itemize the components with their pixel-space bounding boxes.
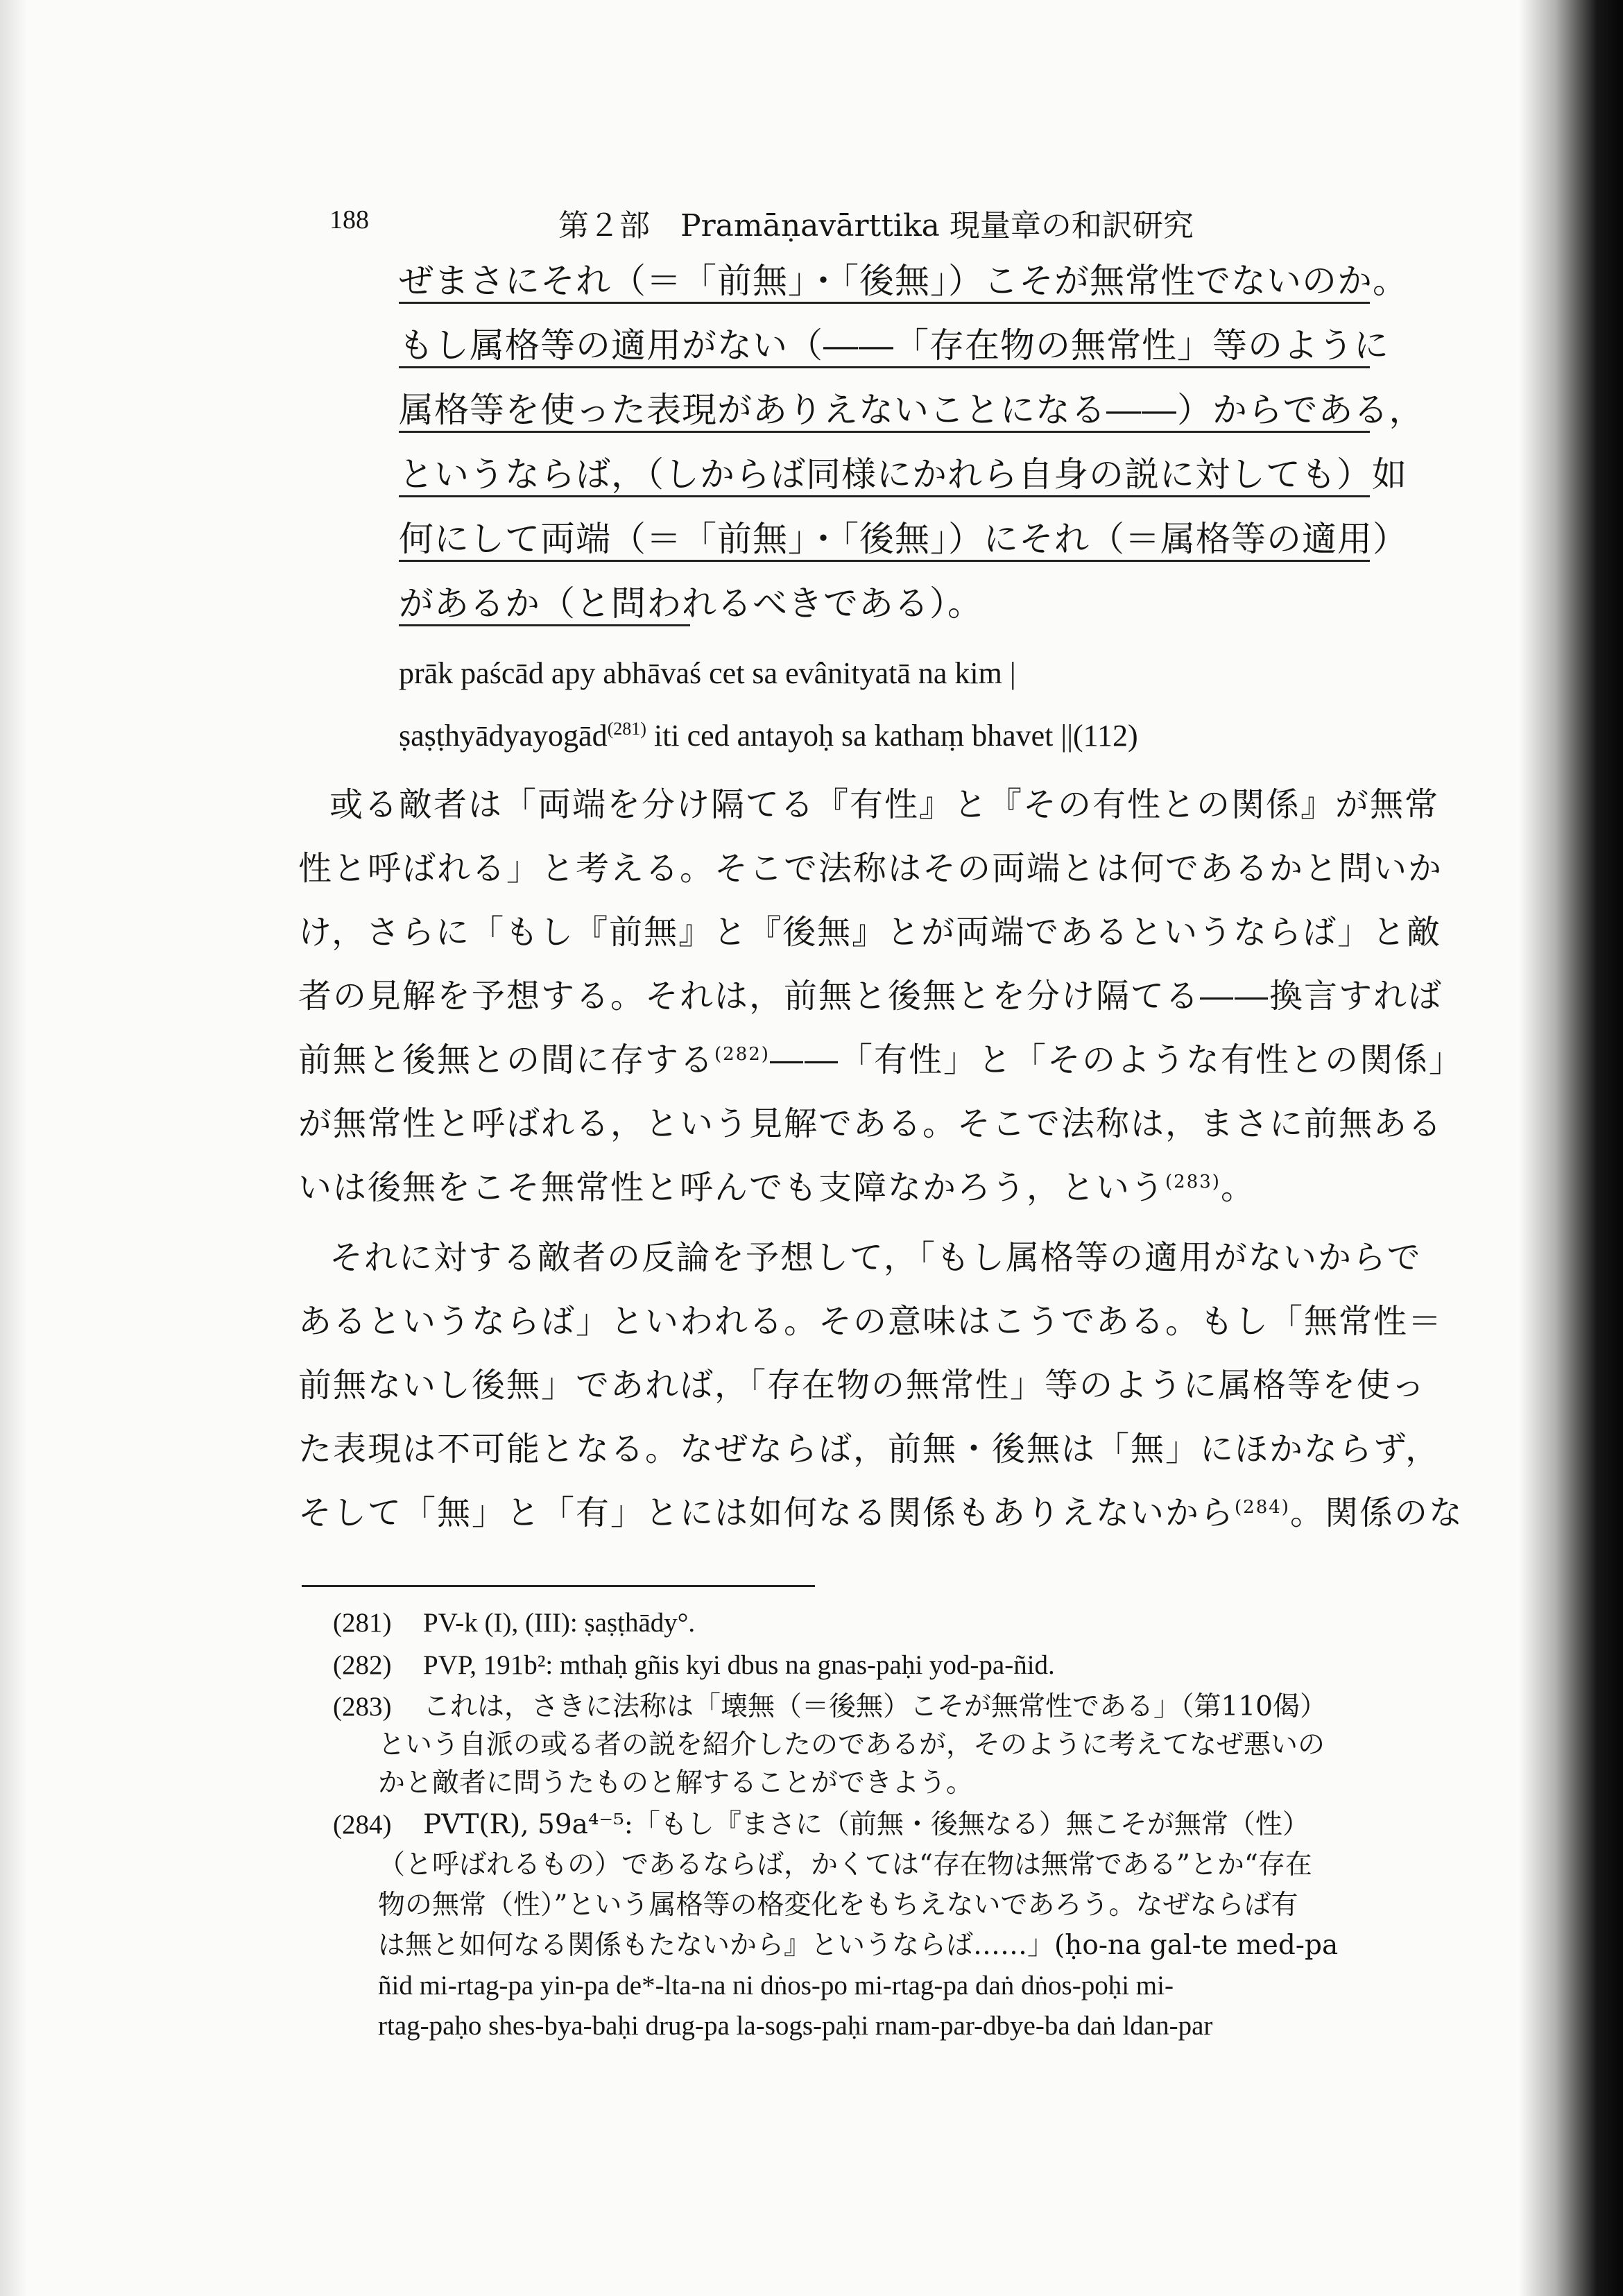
translation-line: ぜまさにそれ（＝「前無」・「後無」）こそが無常性でないのか。	[399, 260, 1370, 304]
footnote-text: かと敵者に問うたものと解することができよう。	[378, 1767, 974, 1799]
footnote-text: という自派の或る者の説を紹介したのであるが，そのように考えてなぜ悪いの	[378, 1729, 1325, 1760]
paragraph-line: 前無ないし後無」であれば，「存在物の無常性」等のように属格等を使っ	[298, 1366, 1427, 1405]
verse-line-2	[399, 718, 1138, 753]
footnote-text: PVP, 191b²: mthaḥ gñis kyi dbus na gnas-paḥi yod-pa-ñid.	[423, 1650, 1055, 1680]
paragraph-text: 前無と後無との間に存する	[298, 1040, 715, 1079]
paragraph-line: あるというならば」といわれる。その意味はこうである。もし「無常性＝	[298, 1302, 1443, 1341]
translation-line: 何にして両端（＝「前無」・「後無」）にそれ（＝属格等の適用）	[399, 518, 1370, 562]
page-header	[329, 205, 1370, 246]
translation-line: というならば，（しからば同様にかれら自身の説に対しても）如	[399, 454, 1370, 497]
paragraph-text: 。関係のな	[1289, 1493, 1463, 1532]
footnote-text: は無と如何なる関係もたないから』というならば……」(ḥo-na gal-te med-pa	[378, 1930, 1339, 1961]
footnote-text: rtag-paḥo shes-bya-baḥi drug-pa la-sogs-paḥi rnam-par-dbye-ba daṅ ldan-par	[378, 2011, 1213, 2041]
paragraph-line: け，さらに「もし『前無』と『後無』とが両端であるというならば」と敵	[298, 913, 1442, 952]
paragraph-line: 者の見解を予想する。それは，前無と後無とを分け隔てる――換言すれば	[298, 977, 1443, 1016]
paragraph-text: そして「無」と「有」とには如何なる関係もありえないから	[298, 1493, 1235, 1532]
footnote-text: PV-k (I), (III): ṣaṣṭhādy°.	[423, 1608, 696, 1638]
translation-line: 属格等を使った表現がありえないことになる――）からである，	[399, 389, 1370, 433]
footnote-text: PVT(R), 59a⁴⁻⁵:「もし『まさに（前無・後無なる）無こそが無常（性）	[423, 1809, 1309, 1840]
paragraph-line: た表現は不可能となる。なぜならば，前無・後無は「無」にほかならず，	[298, 1430, 1441, 1468]
verse-text: iti ced antayoḥ sa kathaṃ bhavet ||(112)	[646, 719, 1138, 753]
paragraph-text: ――「有性」と「そのような有性との関係」	[769, 1040, 1463, 1079]
footnote-ref[interactable]: (284)	[1235, 1497, 1290, 1518]
translation-line: もし属格等の適用がない（――「存在物の無常性」等のように	[399, 325, 1370, 368]
running-head: 第２部 Pramāṇavārttika 現量章の和訳研究	[558, 208, 1194, 243]
footnote-text: 物の無常（性）”という属格等の格変化をもちえないであろう。なぜならば有	[378, 1890, 1298, 1921]
footnote-text: ñid mi-rtag-pa yin-pa de*-lta-na ni dṅos-po mi-rtag-pa daṅ dṅos-poḥi mi-	[378, 1971, 1174, 2001]
footnote-ref[interactable]: (283)	[1165, 1172, 1221, 1192]
paragraph-line: が無常性と呼ばれる，という見解である。そこで法称は，まさに前無ある	[298, 1104, 1443, 1143]
paragraph-line: 性と呼ばれる」と考える。そこで法称はその両端とは何であるかと問いか	[298, 849, 1443, 888]
footnote-text: （と呼ばれるもの）であるならば，かくては“存在物は無常である”とか“存在	[378, 1849, 1312, 1881]
page-number: 188	[329, 205, 369, 234]
paragraph-text: 。	[1220, 1168, 1255, 1207]
footnote-number: (282)	[333, 1650, 392, 1680]
translation-line: があるか（と問われるべきである）。	[399, 583, 690, 626]
paragraph-line: 或る敵者は「両端を分け隔てる『有性』と『その有性との関係』が無常	[329, 785, 1440, 824]
verse-line-1: prāk paścād apy abhāvaś cet sa evânityatā na kim |	[399, 656, 1016, 690]
footnote-separator	[302, 1585, 815, 1587]
paragraph-line	[298, 1039, 1463, 1081]
footnote-number: (281)	[333, 1608, 392, 1638]
footnote-number: (283)	[333, 1692, 392, 1722]
paragraph-line	[298, 1492, 1463, 1534]
paragraph-line	[298, 1167, 1450, 1208]
footnote-ref[interactable]: (282)	[714, 1044, 770, 1065]
footnote-ref[interactable]: (281)	[607, 719, 646, 739]
footnote-number: (284)	[333, 1810, 392, 1840]
book-binding-shadow	[1519, 0, 1623, 2296]
paragraph-text: いは後無をこそ無常性と呼んでも支障なかろう，という	[298, 1168, 1166, 1207]
verse-text: ṣaṣṭhyādyayogād	[399, 719, 608, 753]
footnote-text: これは，さきに法称は「壊無（＝後無）こそが無常性である」（第110偈）	[423, 1691, 1327, 1722]
page-left-edge-shadow	[0, 0, 28, 2296]
paragraph-line: それに対する敵者の反論を予想して，「もし属格等の適用がないからで	[329, 1238, 1422, 1277]
